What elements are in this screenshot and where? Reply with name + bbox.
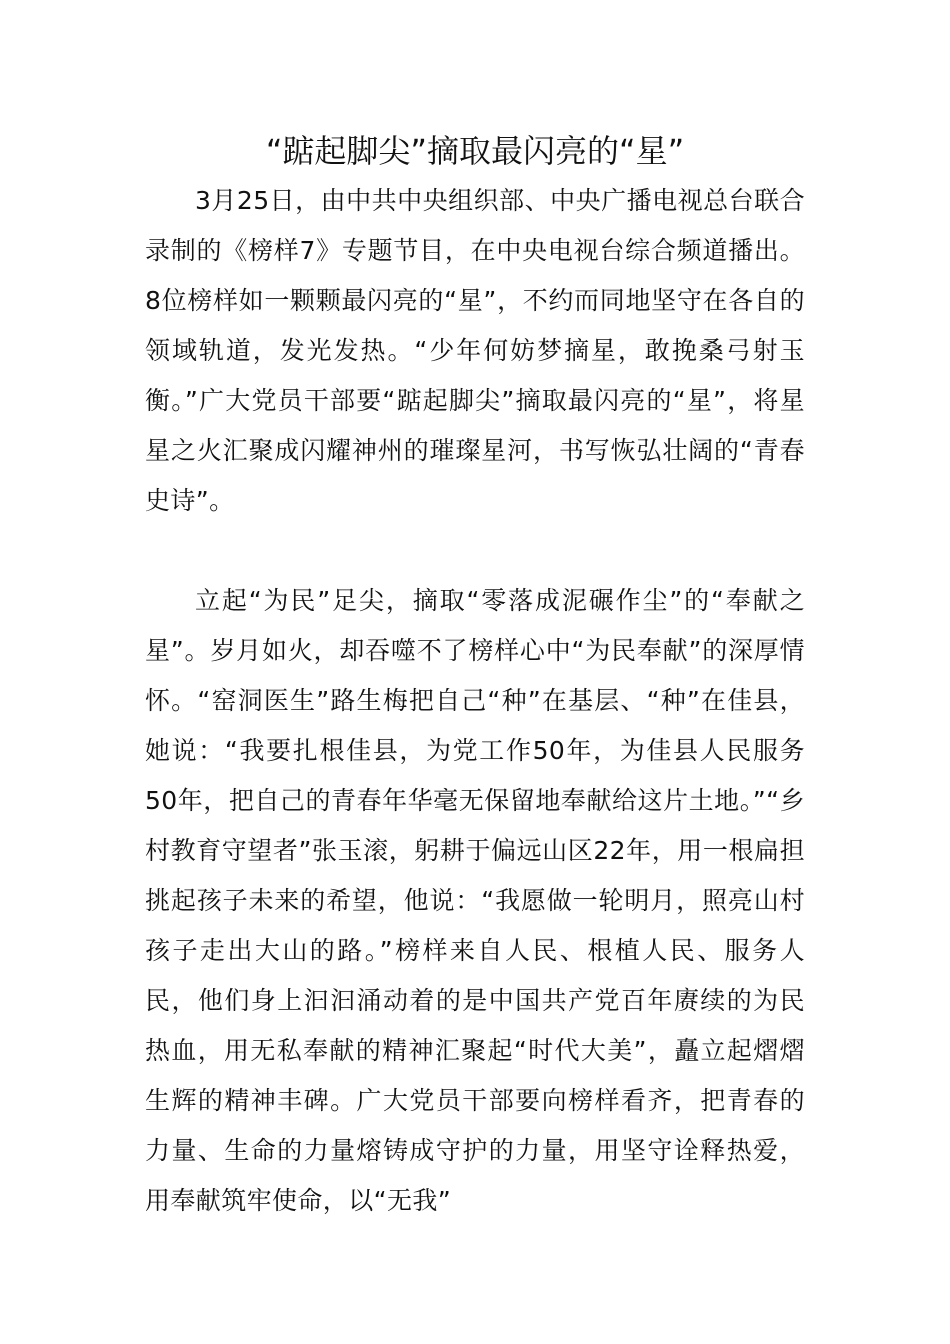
paragraph-2: 立起“为民”足尖，摘取“零落成泥碾作尘”的“奉献之星”。岁月如火，却吞噬不了榜样心中“为民奉献”的深厚情怀。“窑洞医生”路生梅把自己“种”在基层、“种”在佳县，她说：“我要扎根佳县，为党工作50年，为佳县人民服务50年，把自己的青春年华毫无保留地奉献给这片土地。”“乡村教育守望者”张玉滚，躬耕于偏远山区22年，用一根扁担挑起孩子未来的希望，他说：“我愿做一轮明月，照亮山村孩子走出大山的路。”榜样来自人民、根植人民、服务人民，他们身上汩汩涌动着的是中国共产党百年赓续的为民热血，用无私奉献的精神汇聚起“时代大美”，矗立起熠熠生辉的精神丰碑。广大党员干部要向榜样看齐，把青春的力量、生命的力量熔铸成守护的力量，用坚守诠释热爱，用奉献筑牢使命，以“无我” [145, 586, 805, 1215]
document-title: “踮起脚尖”摘取最闪亮的“星” [265, 132, 685, 170]
paragraph-1: 3月25日，由中共中央组织部、中央广播电视总台联合录制的《榜样7》专题节目，在中央电视台综合频道播出。8位榜样如一颗颗最闪亮的“星”，不约而同地坚守在各自的领域轨道，发光发热。“少年何妨梦摘星，敢挽桑弓射玉衡。”广大党员干部要“踮起脚尖”摘取最闪亮的“星”，将星星之火汇聚成闪耀神州的璀璨星河，书写恢弘壮阔的“青春史诗”。 [145, 186, 805, 515]
